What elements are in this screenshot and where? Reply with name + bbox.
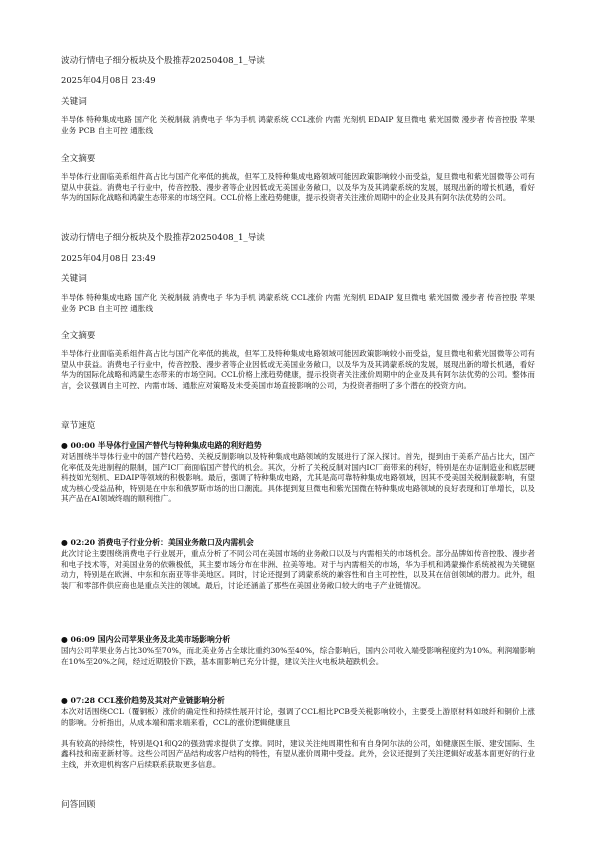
chapter-title: ● 00:00 半导体行业国产替代与特种集成电路的利好趋势 (61, 441, 262, 450)
keywords-text: 半导体 特种集成电路 国产化 关税制裁 消费电子 华为手机 鸿蒙系统 CCL涨价 内需 光刻机 EDAIP 复旦微电 紫光国微 漫步者 传音控股 苹果业务 PCB 自主可控 通胀线 (61, 115, 535, 135)
doc-title: 波动行情电子细分板块及个股推荐20250408_1_导读 (61, 56, 265, 66)
keywords-text: 半导体 特种集成电路 国产化 关税制裁 消费电子 华为手机 鸿蒙系统 CCL涨价 内需 光刻机 EDAIP 复旦微电 紫光国微 漫步者 传音控股 苹果业务 PCB 自主可控 通胀线 (61, 293, 535, 313)
keywords-heading: 关键词 (61, 97, 87, 107)
chapter-body: 国内公司苹果业务占比30%至70%，而北美业务占全球比重约30%至40%，综合影响后，国内公司收入端受影响程度约为10%。利润端影响在10%至20%之间，经过近期股价下跌，基本面影响已充分计提，建议关注火电板块超跌机会。 (61, 646, 535, 666)
keywords-heading: 关键词 (61, 274, 87, 284)
chapter-body: 本次对话围绕CCL（覆铜板）涨价的确定性和持续性展开讨论，强调了CCL相比PCB受关税影响较小，主要受上游原材料如玻纤和铜价上涨的影响。分析指出，从成本端和需求端来看，CCL的涨价逻辑健康且 具有较高的持续性，特别是Q1和Q2的强劲需求提供了支撑。同时，建议关注纯周期性和有自身阿尔法的公司，如健康医生版、建安国际、生鑫科技和南亚新材等。这些公司因产品结构或客户结构的特性，有望从涨价周期中受益。此外，会议还提到了关注逻辑好或基本面更好的行业主线，并欢迎机构客户后续联系获取更多信息。 (61, 707, 535, 769)
qa-heading: 问答回顾 (61, 800, 96, 810)
chapter-title: ● 02:20 消费电子行业分析：美国业务敞口及内需机会 (61, 538, 254, 547)
doc-date: 2025年04月08日 23:49 (61, 253, 156, 263)
summary-heading: 全文摘要 (61, 154, 96, 164)
chapter-body: 对话围绕半导体行业中的国产替代趋势、关税反制影响以及特种集成电路领域的发展进行了深入探讨。首先，提到由于美系产品占比大，国产化率低及先进制程的限制，国产IC厂商面临国产替代的机会。其次，分析了关税反制对国内IC厂商带来的利好，特别是在办证制造业和底层硬科技如光刻机、EDAIP等领域的积极影响。最后，强调了特种集成电路，尤其是高可靠特种集成电路领域，因其不受美国关税制裁影响，有望成为核心受益品种，特别是在中东和俄罗斯市场的出口潮流。具体提到复旦微电和紫光国微在特种集成电路领域的良好表现和订单增长，以及其产品在AI领域终端的顺利推广。 (61, 452, 535, 504)
chapter-body: 此次讨论主要围绕消费电子行业展开，重点分析了不同公司在美国市场的业务敞口以及与内需相关的市场机会。部分品牌如传音控股、漫步者和电子技术等，对美国业务的依赖极低，其主要市场分布在非洲、拉美等地。对于与内需相关的市场，华为手机和鸿蒙操作系统被视为关键驱动力，特别是在欧洲、中东和东南亚等非美地区。同时，讨论还提到了鸿蒙系统的兼容性和自主可控性，以及其在信创领域的潜力。此外，组装厂和零部件供应商也是重点关注的领域。最后，讨论还涵盖了那些在美国业务敞口较大的电子产业链情况。 (61, 549, 535, 590)
doc-date: 2025年04月08日 23:49 (61, 75, 156, 85)
summary-text: 半导体行业面临美系组件高占比与国产化率低的挑战，但军工及特种集成电路领域可能因政策影响较小而受益，复旦微电和紫光国微等公司有望从中获益。消费电子行业中，传音控股、漫步者等企业因低或无美国业务敞口，以及华为及其鸿蒙系统的发展，展现出新的增长机遇，看好华为的国际化战略和鸿蒙生态带来的市场空间。CCL价格上涨趋势健康，提示投资者关注涨价周期中的企业及具有阿尔法优势的公司。整体而言，会议强调自主可控、内需市场、通胀应对策略及未受美国市场直接影响的公司，为投资者指明了多个潜在的投资方向。 (61, 349, 535, 390)
chapter-title: ● 07:28 CCL涨价趋势及其对产业链影响分析 (61, 696, 225, 705)
chapters-heading: 章节速览 (61, 421, 96, 431)
doc-title: 波动行情电子细分板块及个股推荐20250408_1_导读 (61, 233, 265, 243)
summary-text: 半导体行业面临美系组件高占比与国产化率低的挑战，但军工及特种集成电路领域可能因政策影响较小而受益，复旦微电和紫光国微等公司有望从中获益。消费电子行业中，传音控股、漫步者等企业因低或无美国业务敞口，以及华为及其鸿蒙系统的发展，展现出新的增长机遇，看好华为的国际化战略和鸿蒙生态带来的市场空间。CCL价格上涨趋势健康，提示投资者关注涨价周期中的企业及具有阿尔法优势的公司。 (61, 172, 535, 203)
summary-heading: 全文摘要 (61, 331, 96, 341)
chapter-title: ● 06:09 国内公司苹果业务及北美市场影响分析 (61, 635, 231, 644)
